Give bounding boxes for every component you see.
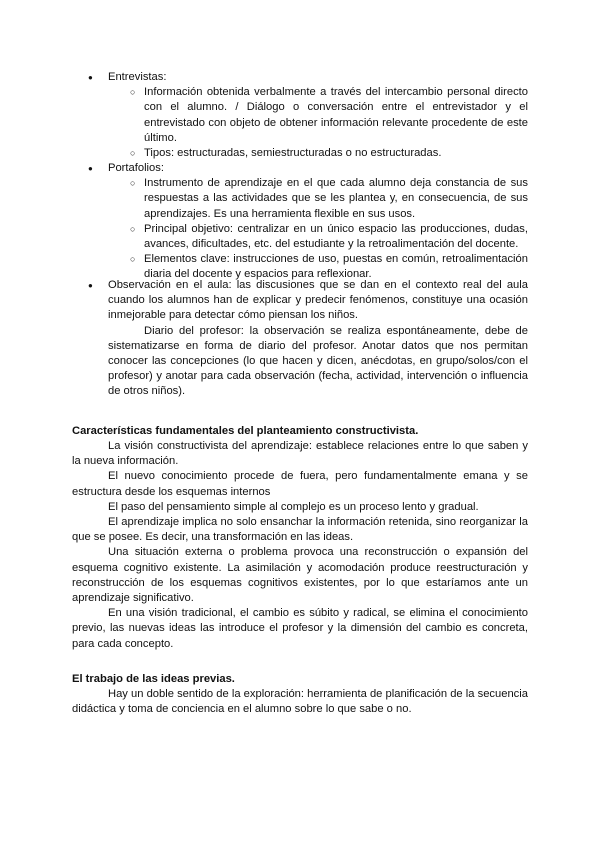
sub-list-item — [108, 222, 528, 252]
ideas-previas-body — [72, 687, 528, 717]
bullet-icon: ● — [88, 281, 93, 290]
paragraph: Una situación externa o problema provoca una reconstrucción o expansión del esquema cognitivo existente. La asimilación y acomodación produce reestructuración y reconstrucción de los esquemas cognitivos existentes, por lo que estaríamos ante un aprendizaje significativo. — [72, 546, 528, 605]
sub-bullet-icon: ○ — [130, 223, 136, 234]
paragraph: El aprendizaje implica no solo ensanchar la información retenida, sino reorganizar la que se posee. Es decir, una transformación en las ideas. — [72, 516, 528, 544]
list-item-observacion — [72, 278, 528, 400]
entrevistas-item-2: Tipos: estructuradas, semiestructuradas o no estructuradas. — [144, 147, 442, 160]
observacion-text: Observación en el aula: las discusiones que se dan en el contexto real del aula cuando los alumnos han de explicar y predecir fenómenos, constituye una ocasión inmejorable para detectar cómo piensan los niños. — [108, 279, 528, 322]
portafolios-item-3: Elementos clave: instrucciones de uso, puestas en común, retroalimentación diaria del docente y espacios para reflexionar. — [144, 253, 528, 281]
entrevistas-item-1: Información obtenida verbalmente a través del intercambio personal directo con el alumno. / Diálogo o conversación entre el entrevistador y el entrevistado con objeto de obtener información relevante procedente de este último. — [144, 86, 528, 144]
bullet-icon: ● — [88, 73, 93, 82]
paragraph: Hay un doble sentido de la exploración: herramienta de planificación de la secuencia didáctica y toma de conciencia en el alumno sobre lo que sabe o no. — [72, 688, 528, 716]
paragraph: El nuevo conocimiento procede de fuera, pero fundamentalmente emana y se estructura desde los esquemas internos — [72, 470, 528, 498]
diario-profesor-text: Diario del profesor: la observación se realiza espontáneamente, debe de sistematizarse en forma de diario del profesor. Anotar datos que nos permitan conocer las concepciones (lo que hacen y dicen, anécdotas, en grupo/solos/con el profesor) y anotar para cada observación (fecha, actividad, intervención o influencia de otros niños). — [108, 324, 528, 398]
portafolios-item-2: Principal objetivo: centralizar en un único espacio las producciones, dudas, avances, dificultades, etc. del estudiante y la retroalimentación del docente. — [144, 222, 528, 251]
paragraph: En una visión tradicional, el cambio es súbito y radical, se elimina el conocimiento previo, las nuevas ideas las introduce el profesor y la dimensión del cambio es concreta, para cada concepto. — [72, 607, 528, 650]
section-heading-caracteristicas: Características fundamentales del planteamiento constructivista. — [72, 425, 419, 437]
paragraph: El paso del pensamiento simple al complejo es un proceso lento y gradual. — [108, 500, 479, 513]
section-heading-ideas-previas: El trabajo de las ideas previas. — [72, 673, 235, 685]
bullet-icon: ● — [88, 164, 93, 173]
portafolios-item-1: Instrumento de aprendizaje en el que cada alumno deja constancia de sus respuestas a las actividades que se les plantea y, en consecuencia, de sus aprendizajes. Es una herramienta flexible en sus usos. — [144, 177, 528, 220]
sub-bullet-icon: ○ — [130, 178, 136, 189]
sub-list-item — [108, 176, 528, 222]
portafolios-title: Portafolios: — [108, 162, 164, 174]
sub-bullet-icon: ○ — [130, 148, 136, 159]
list-item-entrevistas — [72, 70, 528, 161]
sub-list-item — [108, 85, 528, 146]
sub-list-item — [108, 146, 528, 161]
sub-bullet-icon: ○ — [130, 254, 136, 265]
paragraph: La visión constructivista del aprendizaje: establece relaciones entre lo que saben y la nueva información. — [72, 440, 528, 468]
list-item-portafolios — [72, 161, 528, 283]
caracteristicas-body — [72, 439, 528, 652]
entrevistas-title: Entrevistas: — [108, 71, 167, 83]
sub-bullet-icon: ○ — [130, 87, 136, 98]
